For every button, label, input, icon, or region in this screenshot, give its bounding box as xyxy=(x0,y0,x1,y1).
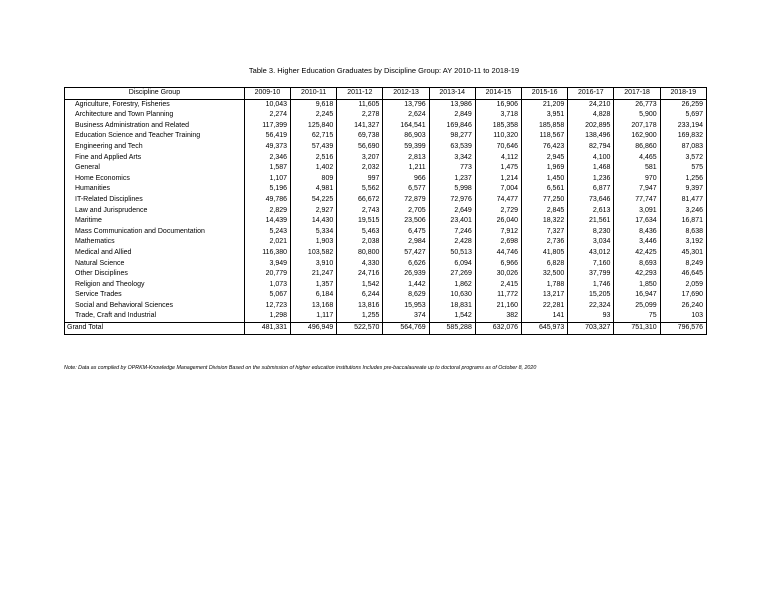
table-cell: 41,805 xyxy=(522,248,568,259)
table-cell: 1,117 xyxy=(291,311,337,322)
table-cell: 162,900 xyxy=(614,131,660,142)
table-cell: 3,951 xyxy=(522,110,568,121)
table-cell: 69,738 xyxy=(337,131,383,142)
table-cell: 1,073 xyxy=(244,280,290,291)
row-label: Service Trades xyxy=(65,290,245,301)
table-cell: 3,910 xyxy=(291,259,337,270)
table-cell: 2,649 xyxy=(429,206,475,217)
table-cell: 1,542 xyxy=(337,280,383,291)
table-cell: 2,945 xyxy=(522,153,568,164)
table-cell: 110,320 xyxy=(475,131,521,142)
table-cell: 4,981 xyxy=(291,184,337,195)
table-cell: 2,038 xyxy=(337,237,383,248)
table-cell: 2,698 xyxy=(475,237,521,248)
table-row xyxy=(65,237,707,248)
table-cell: 7,912 xyxy=(475,227,521,238)
table-cell: 3,446 xyxy=(614,237,660,248)
table-cell: 116,380 xyxy=(244,248,290,259)
table-cell: 23,506 xyxy=(383,216,429,227)
table-cell: 4,828 xyxy=(568,110,614,121)
header-year: 2018-19 xyxy=(660,88,706,100)
table-cell: 26,040 xyxy=(475,216,521,227)
row-label: Social and Behavioral Sciences xyxy=(65,301,245,312)
table-cell: 57,439 xyxy=(291,142,337,153)
table-row xyxy=(65,131,707,142)
table-row xyxy=(65,259,707,270)
table-cell: 3,342 xyxy=(429,153,475,164)
table-cell: 13,217 xyxy=(522,290,568,301)
table-cell: 54,225 xyxy=(291,195,337,206)
table-cell: 4,330 xyxy=(337,259,383,270)
table-cell: 8,249 xyxy=(660,259,706,270)
table-cell: 42,293 xyxy=(614,269,660,280)
table-cell: 6,828 xyxy=(522,259,568,270)
row-label: Mathematics xyxy=(65,237,245,248)
table-cell: 20,779 xyxy=(244,269,290,280)
table-cell: 185,858 xyxy=(522,121,568,132)
table-cell: 1,237 xyxy=(429,174,475,185)
table-cell: 3,949 xyxy=(244,259,290,270)
header-year: 2015-16 xyxy=(522,88,568,100)
table-cell: 1,442 xyxy=(383,280,429,291)
table-cell: 11,772 xyxy=(475,290,521,301)
table-cell: 10,630 xyxy=(429,290,475,301)
table-cell: 86,903 xyxy=(383,131,429,142)
table-cell: 3,192 xyxy=(660,237,706,248)
table-cell: 17,634 xyxy=(614,216,660,227)
table-cell: 202,895 xyxy=(568,121,614,132)
table-cell: 24,210 xyxy=(568,99,614,110)
table-cell: 2,813 xyxy=(383,153,429,164)
table-cell: 26,259 xyxy=(660,99,706,110)
table-row xyxy=(65,121,707,132)
table-cell: 14,439 xyxy=(244,216,290,227)
table-cell: 8,629 xyxy=(383,290,429,301)
table-cell: 5,562 xyxy=(337,184,383,195)
table-cell: 2,021 xyxy=(244,237,290,248)
row-label: Business Administration and Related xyxy=(65,121,245,132)
header-year: 2014-15 xyxy=(475,88,521,100)
table-cell: 581 xyxy=(614,163,660,174)
table-cell: 141,327 xyxy=(337,121,383,132)
table-cell: 42,425 xyxy=(614,248,660,259)
table-cell: 2,346 xyxy=(244,153,290,164)
table-cell: 8,230 xyxy=(568,227,614,238)
table-cell: 77,250 xyxy=(522,195,568,206)
header-year: 2017-18 xyxy=(614,88,660,100)
table-cell: 49,786 xyxy=(244,195,290,206)
table-cell: 1,211 xyxy=(383,163,429,174)
header-year: 2011-12 xyxy=(337,88,383,100)
table-cell: 18,831 xyxy=(429,301,475,312)
table-cell: 9,397 xyxy=(660,184,706,195)
table-cell: 2,613 xyxy=(568,206,614,217)
table-cell: 21,561 xyxy=(568,216,614,227)
table-cell: 2,705 xyxy=(383,206,429,217)
table-cell: 24,716 xyxy=(337,269,383,280)
table-cell: 2,927 xyxy=(291,206,337,217)
table-cell: 82,794 xyxy=(568,142,614,153)
table-cell: 6,626 xyxy=(383,259,429,270)
table-cell: 14,430 xyxy=(291,216,337,227)
table-cell: 1,256 xyxy=(660,174,706,185)
table-cell: 374 xyxy=(383,311,429,322)
grand-total-cell: 751,310 xyxy=(614,323,660,335)
table-cell: 2,736 xyxy=(522,237,568,248)
table-cell: 2,743 xyxy=(337,206,383,217)
table-cell: 7,246 xyxy=(429,227,475,238)
row-label: Other Disciplines xyxy=(65,269,245,280)
table-cell: 2,845 xyxy=(522,206,568,217)
table-cell: 5,334 xyxy=(291,227,337,238)
table-cell: 8,638 xyxy=(660,227,706,238)
table-cell: 2,415 xyxy=(475,280,521,291)
table-cell: 7,947 xyxy=(614,184,660,195)
table-cell: 4,465 xyxy=(614,153,660,164)
table-cell: 86,860 xyxy=(614,142,660,153)
table-cell: 103 xyxy=(660,311,706,322)
grand-total-cell: 703,327 xyxy=(568,323,614,335)
table-cell: 185,358 xyxy=(475,121,521,132)
table-cell: 2,624 xyxy=(383,110,429,121)
table-row xyxy=(65,269,707,280)
table-cell: 1,587 xyxy=(244,163,290,174)
table-cell: 43,012 xyxy=(568,248,614,259)
table-cell: 1,298 xyxy=(244,311,290,322)
table-cell: 93 xyxy=(568,311,614,322)
table-row xyxy=(65,206,707,217)
header-row xyxy=(65,88,707,100)
table-cell: 141 xyxy=(522,311,568,322)
table-cell: 26,939 xyxy=(383,269,429,280)
table-cell: 5,067 xyxy=(244,290,290,301)
table-cell: 138,496 xyxy=(568,131,614,142)
table-cell: 6,577 xyxy=(383,184,429,195)
table-cell: 75 xyxy=(614,311,660,322)
table-cell: 25,099 xyxy=(614,301,660,312)
table-cell: 37,799 xyxy=(568,269,614,280)
table-cell: 2,059 xyxy=(660,280,706,291)
table-cell: 98,277 xyxy=(429,131,475,142)
table-row xyxy=(65,142,707,153)
table-cell: 6,094 xyxy=(429,259,475,270)
table-cell: 77,747 xyxy=(614,195,660,206)
table-cell: 103,582 xyxy=(291,248,337,259)
table-row xyxy=(65,110,707,121)
table-row xyxy=(65,248,707,259)
table-cell: 2,278 xyxy=(337,110,383,121)
table-cell: 26,240 xyxy=(660,301,706,312)
table-cell: 13,816 xyxy=(337,301,383,312)
table-cell: 11,605 xyxy=(337,99,383,110)
table-cell: 169,832 xyxy=(660,131,706,142)
table-cell: 50,513 xyxy=(429,248,475,259)
header-year: 2010-11 xyxy=(291,88,337,100)
table-cell: 21,247 xyxy=(291,269,337,280)
table-cell: 2,245 xyxy=(291,110,337,121)
row-label: Natural Science xyxy=(65,259,245,270)
table-cell: 15,205 xyxy=(568,290,614,301)
table-cell: 2,849 xyxy=(429,110,475,121)
row-label: General xyxy=(65,163,245,174)
table-row xyxy=(65,163,707,174)
table-cell: 5,900 xyxy=(614,110,660,121)
grand-total-cell: 796,576 xyxy=(660,323,706,335)
table-cell: 997 xyxy=(337,174,383,185)
header-year: 2016-17 xyxy=(568,88,614,100)
table-cell: 6,184 xyxy=(291,290,337,301)
row-label: Agriculture, Forestry, Fisheries xyxy=(65,99,245,110)
table-cell: 26,773 xyxy=(614,99,660,110)
table-cell: 2,984 xyxy=(383,237,429,248)
table-cell: 5,463 xyxy=(337,227,383,238)
table-cell: 3,246 xyxy=(660,206,706,217)
table-cell: 1,788 xyxy=(522,280,568,291)
table-cell: 63,539 xyxy=(429,142,475,153)
table-cell: 22,281 xyxy=(522,301,568,312)
table-cell: 5,697 xyxy=(660,110,706,121)
header-year: 2012-13 xyxy=(383,88,429,100)
table-cell: 1,475 xyxy=(475,163,521,174)
row-label: IT-Related Disciplines xyxy=(65,195,245,206)
table-cell: 6,561 xyxy=(522,184,568,195)
table-cell: 970 xyxy=(614,174,660,185)
table-cell: 22,324 xyxy=(568,301,614,312)
row-label: Fine and Applied Arts xyxy=(65,153,245,164)
table-cell: 6,877 xyxy=(568,184,614,195)
table-cell: 118,567 xyxy=(522,131,568,142)
table-cell: 6,244 xyxy=(337,290,383,301)
table-cell: 30,026 xyxy=(475,269,521,280)
table-cell: 46,645 xyxy=(660,269,706,280)
table-row xyxy=(65,216,707,227)
table-cell: 10,043 xyxy=(244,99,290,110)
grand-total-cell: 522,570 xyxy=(337,323,383,335)
table-cell: 72,879 xyxy=(383,195,429,206)
header-year: 2013-14 xyxy=(429,88,475,100)
table-cell: 5,196 xyxy=(244,184,290,195)
table-cell: 3,572 xyxy=(660,153,706,164)
table-cell: 56,419 xyxy=(244,131,290,142)
table-cell: 23,401 xyxy=(429,216,475,227)
table-cell: 1,255 xyxy=(337,311,383,322)
table-cell: 3,718 xyxy=(475,110,521,121)
table-cell: 80,800 xyxy=(337,248,383,259)
table-cell: 2,516 xyxy=(291,153,337,164)
table-cell: 2,428 xyxy=(429,237,475,248)
table-cell: 6,966 xyxy=(475,259,521,270)
table-cell: 17,690 xyxy=(660,290,706,301)
table-cell: 1,903 xyxy=(291,237,337,248)
table-cell: 21,209 xyxy=(522,99,568,110)
table-cell: 45,301 xyxy=(660,248,706,259)
table-cell: 44,746 xyxy=(475,248,521,259)
table-cell: 4,112 xyxy=(475,153,521,164)
table-cell: 87,083 xyxy=(660,142,706,153)
table-row xyxy=(65,311,707,322)
table-cell: 809 xyxy=(291,174,337,185)
table-cell: 7,327 xyxy=(522,227,568,238)
table-cell: 57,427 xyxy=(383,248,429,259)
table-cell: 70,646 xyxy=(475,142,521,153)
grand-total-cell: 632,076 xyxy=(475,323,521,335)
grand-total-cell: 496,949 xyxy=(291,323,337,335)
table-row xyxy=(65,227,707,238)
table-cell: 59,399 xyxy=(383,142,429,153)
row-label: Engineering and Tech xyxy=(65,142,245,153)
table-cell: 2,729 xyxy=(475,206,521,217)
table-cell: 81,477 xyxy=(660,195,706,206)
grand-total-cell: 564,769 xyxy=(383,323,429,335)
table-cell: 76,423 xyxy=(522,142,568,153)
table-cell: 72,976 xyxy=(429,195,475,206)
table-cell: 1,468 xyxy=(568,163,614,174)
row-label: Architecture and Town Planning xyxy=(65,110,245,121)
table-row xyxy=(65,301,707,312)
table-title: Table 3. Higher Education Graduates by Discipline Group: AY 2010-11 to 2018-19 xyxy=(248,66,520,75)
table-cell: 62,715 xyxy=(291,131,337,142)
table-cell: 7,160 xyxy=(568,259,614,270)
table-cell: 13,168 xyxy=(291,301,337,312)
table-row xyxy=(65,195,707,206)
row-label: Medical and Allied xyxy=(65,248,245,259)
row-label: Maritime xyxy=(65,216,245,227)
row-label: Home Economics xyxy=(65,174,245,185)
table-cell: 575 xyxy=(660,163,706,174)
graduates-table xyxy=(64,87,707,335)
header-discipline: Discipline Group xyxy=(65,88,245,100)
table-cell: 66,672 xyxy=(337,195,383,206)
table-cell: 1,969 xyxy=(522,163,568,174)
table-cell: 164,541 xyxy=(383,121,429,132)
table-cell: 6,475 xyxy=(383,227,429,238)
table-cell: 966 xyxy=(383,174,429,185)
table-cell: 13,796 xyxy=(383,99,429,110)
table-cell: 27,269 xyxy=(429,269,475,280)
table-cell: 8,693 xyxy=(614,259,660,270)
table-cell: 5,243 xyxy=(244,227,290,238)
table-cell: 382 xyxy=(475,311,521,322)
table-cell: 1,746 xyxy=(568,280,614,291)
grand-total-cell: 585,288 xyxy=(429,323,475,335)
header-year: 2009-10 xyxy=(244,88,290,100)
row-label: Law and Jurisprudence xyxy=(65,206,245,217)
table-row xyxy=(65,290,707,301)
table-row xyxy=(65,174,707,185)
table-cell: 5,998 xyxy=(429,184,475,195)
grand-total-cell: 481,331 xyxy=(244,323,290,335)
table-cell: 73,646 xyxy=(568,195,614,206)
table-cell: 1,214 xyxy=(475,174,521,185)
table-cell: 49,373 xyxy=(244,142,290,153)
table-cell: 8,436 xyxy=(614,227,660,238)
table-container xyxy=(64,87,707,335)
table-cell: 9,618 xyxy=(291,99,337,110)
table-cell: 1,862 xyxy=(429,280,475,291)
grand-total-row xyxy=(65,323,707,335)
table-cell: 16,871 xyxy=(660,216,706,227)
table-cell: 117,399 xyxy=(244,121,290,132)
row-label: Trade, Craft and Industrial xyxy=(65,311,245,322)
table-cell: 3,091 xyxy=(614,206,660,217)
table-cell: 1,402 xyxy=(291,163,337,174)
table-cell: 74,477 xyxy=(475,195,521,206)
table-cell: 1,542 xyxy=(429,311,475,322)
row-label: Humanities xyxy=(65,184,245,195)
table-cell: 1,850 xyxy=(614,280,660,291)
table-row xyxy=(65,184,707,195)
table-cell: 773 xyxy=(429,163,475,174)
table-cell: 16,906 xyxy=(475,99,521,110)
table-cell: 2,829 xyxy=(244,206,290,217)
table-cell: 13,986 xyxy=(429,99,475,110)
grand-total-cell: 645,973 xyxy=(522,323,568,335)
table-cell: 125,840 xyxy=(291,121,337,132)
table-cell: 169,846 xyxy=(429,121,475,132)
row-label: Mass Communication and Documentation xyxy=(65,227,245,238)
table-cell: 56,690 xyxy=(337,142,383,153)
table-cell: 207,178 xyxy=(614,121,660,132)
table-cell: 3,207 xyxy=(337,153,383,164)
table-cell: 3,034 xyxy=(568,237,614,248)
table-cell: 2,274 xyxy=(244,110,290,121)
table-cell: 233,194 xyxy=(660,121,706,132)
table-cell: 1,107 xyxy=(244,174,290,185)
grand-total-label: Grand Total xyxy=(65,323,245,335)
table-cell: 7,004 xyxy=(475,184,521,195)
table-row xyxy=(65,280,707,291)
table-cell: 18,322 xyxy=(522,216,568,227)
table-cell: 15,953 xyxy=(383,301,429,312)
row-label: Religion and Theology xyxy=(65,280,245,291)
table-row xyxy=(65,99,707,110)
table-note: Note: Data as compiled by OPRKM-Knowledge Management Division Based on the submission of higher education institutions Includes pre-baccalaureate up to doctoral programs as of October 8, 2020 xyxy=(64,365,537,371)
table-row xyxy=(65,153,707,164)
table-cell: 1,357 xyxy=(291,280,337,291)
table-body xyxy=(65,99,707,334)
table-cell: 1,236 xyxy=(568,174,614,185)
row-label: Education Science and Teacher Training xyxy=(65,131,245,142)
table-cell: 16,947 xyxy=(614,290,660,301)
table-cell: 2,032 xyxy=(337,163,383,174)
table-cell: 1,450 xyxy=(522,174,568,185)
table-cell: 21,160 xyxy=(475,301,521,312)
table-cell: 12,723 xyxy=(244,301,290,312)
table-cell: 32,500 xyxy=(522,269,568,280)
table-cell: 4,100 xyxy=(568,153,614,164)
table-cell: 19,515 xyxy=(337,216,383,227)
